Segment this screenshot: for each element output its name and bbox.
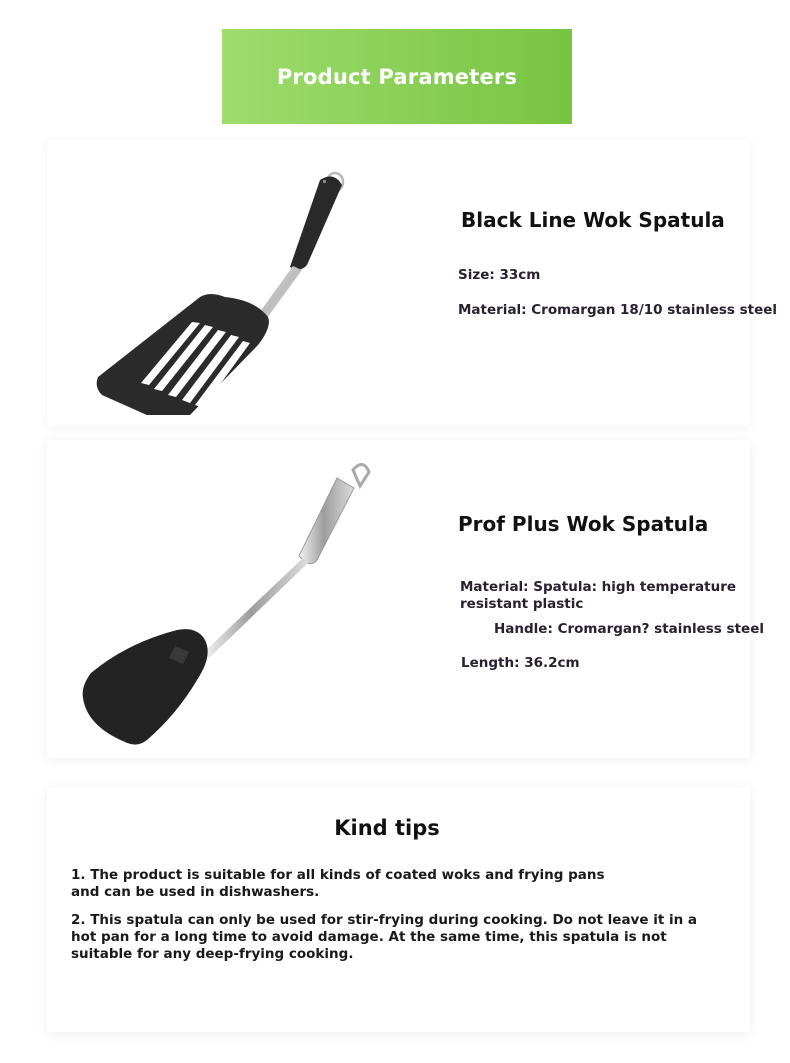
- product-title: Black Line Wok Spatula: [461, 208, 725, 232]
- tip-item: 2. This spatula can only be used for stir-frying during cooking. Do not leave it in a hot pan for a long time to avoid damage. At the same time, this spatula is not suitable for any deep-frying cooking.: [71, 912, 698, 962]
- spec-material: Material: Spatula: high temperature resistant plastic: [460, 579, 737, 612]
- slotted-spatula-image: [92, 165, 362, 415]
- tip-item: 1. The product is suitable for all kinds of coated woks and frying pans and can be used in dishwashers.: [71, 867, 605, 900]
- product-card-black-line: [47, 140, 778, 426]
- tips-title: Kind tips: [334, 816, 440, 840]
- spec-material: Material: Cromargan 18/10 stainless steel: [458, 302, 778, 318]
- product-title: Prof Plus Wok Spatula: [458, 512, 709, 536]
- wok-spatula-image: [77, 458, 377, 748]
- kind-tips-card: [47, 787, 750, 1032]
- product-card-prof-plus: [47, 440, 764, 758]
- banner-title: Product Parameters: [276, 64, 518, 89]
- spec-length: Length: 36.2cm: [461, 655, 580, 671]
- spec-handle: Handle: Cromargan? stainless steel: [494, 621, 764, 637]
- header-banner: [222, 29, 572, 124]
- spec-size: Size: 33cm: [458, 267, 541, 283]
